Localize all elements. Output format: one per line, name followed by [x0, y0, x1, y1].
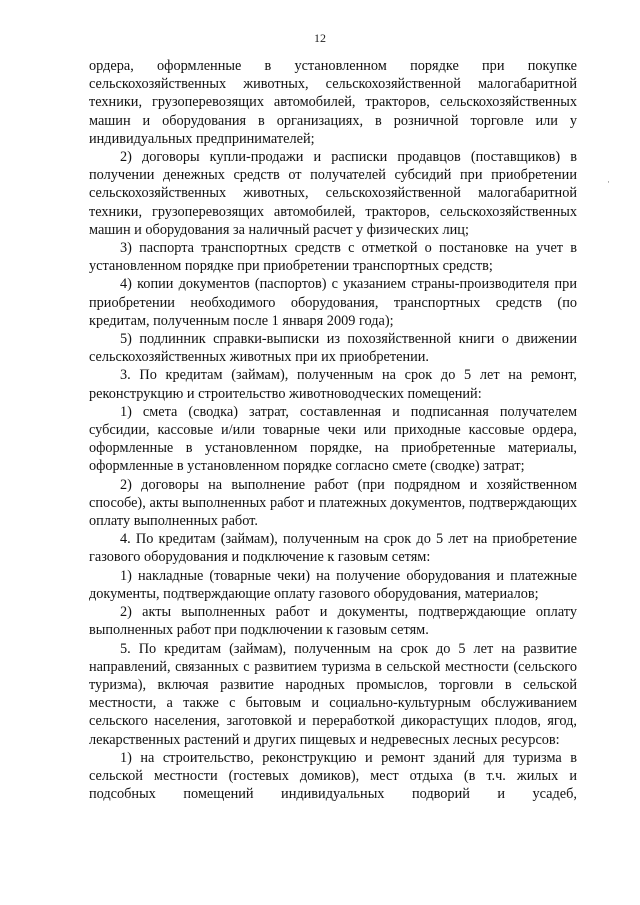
paragraph: 3) паспорта транспортных средств с отметкой о постановке на учет в установленном порядке при приобретении транспортных средств;	[89, 240, 577, 275]
paragraph: 1) на строительство, реконструкцию и ремонт зданий для туризма в сельской местности (гостевых домиков), мест отдыха (в т.ч. жилых и подсобных помещений индивидуальных подворий и усадеб,	[89, 749, 577, 803]
paragraph: 2) договоры на выполнение работ (при подрядном и хозяйственном способе), акты выполненных работ и платежных документов, подтверждающих оплату выполненных работ.	[89, 476, 577, 530]
document-body	[89, 57, 577, 803]
paragraph: 3. По кредитам (займам), полученным на срок до 5 лет на ремонт, реконструкцию и строительство животноводческих помещений:	[89, 367, 577, 402]
paragraph: ордера, оформленные в установленном порядке при покупке сельскохозяйственных животных, сельскохозяйственной малогабаритной техники, грузоперевозящих автомобилей, тракторов, сельскохозяйственных машин и оборудования в организациях, в розничной торговле или у индивидуальных предпринимателей;	[89, 58, 577, 147]
paragraph: 2) акты выполненных работ и документы, подтверждающие оплату выполненных работ при подключении к газовым сетям.	[89, 604, 577, 639]
page-number: 12	[314, 31, 326, 45]
paragraph: 1) смета (сводка) затрат, составленная и подписанная получателем субсидии, кассовые и/или товарные чеки или приходные кассовые ордера, оформленные в установленном порядке, на приобретенные материалы, оформленные в установленном порядке согласно смете (сводке) затрат;	[89, 403, 577, 475]
paragraph: 2) договоры купли-продажи и расписки продавцов (поставщиков) в получении денежных средств от получателей субсидий при приобретении сельскохозяйственных животных, сельскохозяйственной малогабаритной техники, грузоперевозящих автомобилей, тракторов, сельскохозяйственных машин и оборудования за наличный расчет у физических лиц;	[89, 149, 577, 238]
paragraph: 5. По кредитам (займам), полученным на срок до 5 лет на развитие направлений, связанных с развитием туризма в сельской местности (сельского туризма), включая развитие народных промыслов, торговли в сельской местности, а также с бытовым и социально-культурным обслуживанием сельского населения, заготовкой и переработкой дикорастущих плодов, ягод, лекарственных растений и других пищевых и недревесных лесных ресурсов:	[89, 640, 577, 748]
paragraph: 4) копии документов (паспортов) с указанием страны-производителя при приобретении необходимого оборудования, транспортных средств (по кредитам, полученным после 1 января 2009 года);	[89, 276, 577, 329]
margin-mark: ·	[607, 177, 610, 187]
paragraph: 5) подлинник справки-выписки из похозяйственной книги о движении сельскохозяйственных животных при их приобретении.	[89, 331, 577, 366]
paragraph: 1) накладные (товарные чеки) на получение оборудования и платежные документы, подтверждающие оплату газового оборудования, материалов;	[89, 567, 577, 602]
paragraph: 4. По кредитам (займам), полученным на срок до 5 лет на приобретение газового оборудования и подключение к газовым сетям:	[89, 531, 577, 566]
